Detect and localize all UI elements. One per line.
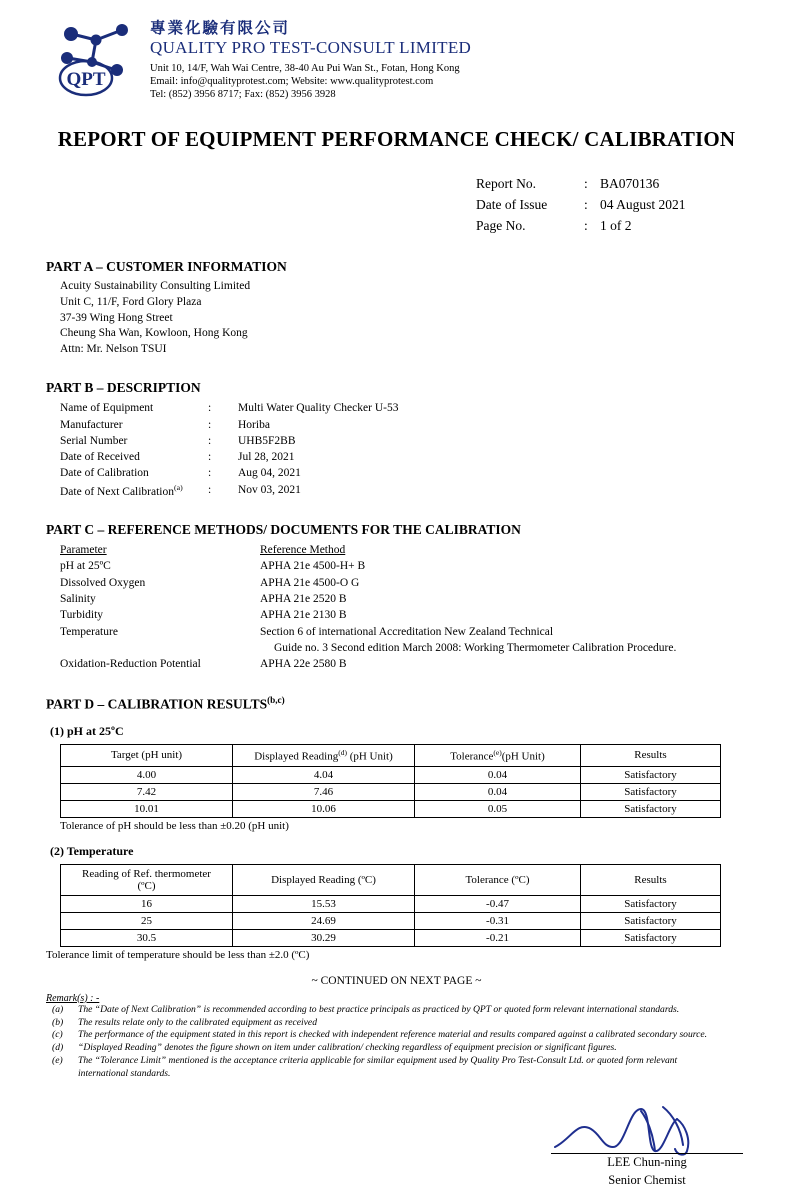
field-label-text: Date of Next Calibration bbox=[60, 485, 175, 498]
page-no-value: 1 of 2 bbox=[600, 217, 632, 233]
method-column-header: Reference Method bbox=[260, 543, 346, 556]
th-tolerance: Tolerance (ºC) bbox=[415, 864, 581, 895]
cell-displayed: 24.69 bbox=[233, 912, 415, 929]
address-line-1: Unit 10, 14/F, Wah Wai Centre, 38-40 Au Pui Wan St., Fotan, Hong Kong bbox=[150, 62, 460, 74]
part-d-heading-text: PART D – CALIBRATION RESULTS bbox=[46, 696, 268, 712]
description-row bbox=[60, 482, 747, 500]
th-results: Results bbox=[581, 864, 721, 895]
svg-text:QPT: QPT bbox=[66, 69, 106, 90]
remark-text-continuation: international standards. bbox=[78, 1067, 171, 1079]
company-identity bbox=[150, 18, 471, 101]
th-displayed-reading: Displayed Reading (ºC) bbox=[233, 864, 415, 895]
field-label bbox=[60, 482, 208, 500]
colon: : bbox=[208, 467, 212, 480]
cell-tolerance: -0.47 bbox=[415, 895, 581, 912]
customer-line: Attn: Mr. Nelson TSUI bbox=[60, 343, 167, 356]
parameter: Oxidation-Reduction Potential bbox=[60, 658, 201, 671]
th-line-2: (ºC) bbox=[137, 879, 156, 892]
th-text-tail: (pH Unit) bbox=[346, 750, 393, 763]
cell-tolerance: -0.21 bbox=[415, 929, 581, 946]
field-value: Multi Water Quality Checker U-53 bbox=[238, 402, 399, 415]
part-a-heading: PART A – CUSTOMER INFORMATION bbox=[46, 258, 287, 274]
colon: : bbox=[584, 217, 588, 233]
ph-results-table bbox=[60, 744, 721, 818]
report-meta bbox=[476, 174, 747, 237]
th-displayed-reading bbox=[233, 745, 415, 767]
temperature-tolerance-note: Tolerance limit of temperature should be less than ±2.0 (ºC) bbox=[46, 948, 310, 961]
th-text-tail: (pH Unit) bbox=[501, 750, 545, 763]
parameter: Salinity bbox=[60, 592, 96, 605]
meta-row bbox=[476, 216, 747, 237]
field-value: Nov 03, 2021 bbox=[238, 483, 301, 496]
remark-item bbox=[46, 1004, 747, 1017]
method: APHA 21e 4500-O G bbox=[260, 576, 360, 589]
remark-mark: (e) bbox=[52, 1055, 63, 1067]
remark-mark: (c) bbox=[52, 1029, 63, 1041]
th-tolerance bbox=[415, 745, 581, 767]
method-continuation: Guide no. 3 Second edition March 2008: Working Thermometer Calibration Procedure. bbox=[274, 641, 677, 654]
cell-target: 10.01 bbox=[61, 800, 233, 817]
reference-row bbox=[60, 591, 747, 607]
method: APHA 21e 4500-H+ B bbox=[260, 560, 366, 573]
description-row bbox=[60, 417, 747, 433]
meta-row bbox=[476, 174, 747, 195]
cell-result: Satisfactory bbox=[581, 783, 721, 800]
remark-mark: (b) bbox=[52, 1016, 64, 1028]
equipment-description bbox=[46, 400, 747, 500]
letterhead bbox=[46, 18, 747, 101]
part-c-heading: PART C – REFERENCE METHODS/ DOCUMENTS FOR THE CALIBRATION bbox=[46, 521, 521, 537]
colon: : bbox=[208, 402, 212, 415]
parameter: pH at 25ºC bbox=[60, 560, 111, 573]
cell-displayed: 7.46 bbox=[233, 783, 415, 800]
cell-result: Satisfactory bbox=[581, 929, 721, 946]
remark-mark: (a) bbox=[52, 1003, 64, 1015]
cell-displayed: 10.06 bbox=[233, 800, 415, 817]
field-value: UHB5F2BB bbox=[238, 434, 296, 447]
remark-mark: (d) bbox=[52, 1042, 64, 1054]
remark-text: The “Date of Next Calibration” is recommended according to best practice principals as practiced by QPT or quoted form relevant international standards. bbox=[78, 1003, 680, 1015]
cell-tolerance: 0.04 bbox=[415, 783, 581, 800]
customer-line: Acuity Sustainability Consulting Limited bbox=[60, 279, 251, 292]
footnote-ref: (d) bbox=[338, 748, 347, 758]
table-row bbox=[61, 783, 721, 800]
part-d-heading bbox=[46, 695, 747, 713]
description-row bbox=[60, 449, 747, 465]
footnote-ref: (a) bbox=[174, 482, 183, 492]
method: APHA 21e 2130 B bbox=[260, 609, 347, 622]
colon: : bbox=[584, 197, 588, 213]
signature-block bbox=[46, 1105, 747, 1191]
part-b-heading: PART B – DESCRIPTION bbox=[46, 380, 201, 396]
method: APHA 21e 2520 B bbox=[260, 592, 347, 605]
company-name-chinese: 專業化驗有限公司 bbox=[150, 19, 291, 37]
table-row bbox=[61, 929, 721, 946]
field-label: Date of Calibration bbox=[60, 467, 149, 480]
remarks-title: Remark(s) : - bbox=[46, 992, 100, 1004]
field-label: Serial Number bbox=[60, 434, 128, 447]
field-value: Horiba bbox=[238, 418, 270, 431]
company-logo bbox=[52, 18, 140, 96]
th-ref-thermometer bbox=[61, 864, 233, 895]
remark-item bbox=[46, 1055, 747, 1068]
remark-text: “Displayed Reading” denotes the figure shown on item under calibration/ checking regardless of equipment precision or significant figures. bbox=[78, 1042, 617, 1054]
signature-mark bbox=[551, 1099, 751, 1161]
parameter-column-header: Parameter bbox=[60, 543, 107, 556]
reference-row bbox=[60, 558, 747, 574]
company-address bbox=[150, 62, 471, 101]
field-label: Manufacturer bbox=[60, 418, 123, 431]
colon: : bbox=[208, 451, 212, 464]
temperature-results-table bbox=[60, 864, 721, 947]
cell-target: 7.42 bbox=[61, 783, 233, 800]
cell-reference: 16 bbox=[61, 895, 233, 912]
address-line-3: Tel: (852) 3956 8717; Fax: (852) 3956 3928 bbox=[150, 88, 336, 100]
th-text: Displayed Reading bbox=[254, 750, 339, 763]
continued-notice: ~ CONTINUED ON NEXT PAGE ~ bbox=[311, 974, 482, 987]
table-row bbox=[61, 800, 721, 817]
address-line-2: Email: info@qualityprotest.com; Website: www.qualityprotest.com bbox=[150, 75, 434, 87]
date-of-issue-value: 04 August 2021 bbox=[600, 197, 686, 213]
table-header-row bbox=[61, 745, 721, 767]
customer-line: 37-39 Wing Hong Street bbox=[60, 311, 173, 324]
reference-row bbox=[60, 575, 747, 591]
company-name-english: QUALITY PRO TEST-CONSULT LIMITED bbox=[150, 38, 472, 58]
th-line-1: Reading of Ref. thermometer bbox=[82, 867, 211, 880]
date-of-issue-label: Date of Issue bbox=[476, 197, 548, 213]
parameter: Dissolved Oxygen bbox=[60, 576, 146, 589]
field-label: Date of Received bbox=[60, 451, 140, 464]
colon: : bbox=[208, 418, 212, 431]
meta-row bbox=[476, 195, 747, 216]
cell-result: Satisfactory bbox=[581, 895, 721, 912]
cell-result: Satisfactory bbox=[581, 912, 721, 929]
cell-target: 4.00 bbox=[61, 766, 233, 783]
parameter: Temperature bbox=[60, 625, 118, 638]
signatory-name: LEE Chun-ning bbox=[607, 1154, 687, 1169]
cell-tolerance: 0.04 bbox=[415, 766, 581, 783]
remark-text: The performance of the equipment stated in this report is checked with independent reference material and results compared against a calibrated secondary source. bbox=[78, 1029, 708, 1041]
colon: : bbox=[208, 483, 212, 496]
footnote-ref: (e) bbox=[493, 748, 502, 758]
cell-reference: 30.5 bbox=[61, 929, 233, 946]
reference-row bbox=[60, 607, 747, 623]
cell-result: Satisfactory bbox=[581, 800, 721, 817]
cell-reference: 25 bbox=[61, 912, 233, 929]
reference-row bbox=[60, 656, 747, 672]
colon: : bbox=[584, 176, 588, 192]
cell-tolerance: 0.05 bbox=[415, 800, 581, 817]
customer-line: Cheung Sha Wan, Kowloon, Hong Kong bbox=[60, 327, 248, 340]
table-row bbox=[61, 912, 721, 929]
remarks-section bbox=[46, 993, 747, 1079]
signatory-title: Senior Chemist bbox=[608, 1172, 686, 1187]
signature-line bbox=[551, 1153, 743, 1154]
report-no-label: Report No. bbox=[476, 176, 536, 192]
table-header-row bbox=[61, 864, 721, 895]
method: Section 6 of international Accreditation New Zealand Technical bbox=[260, 625, 554, 638]
table-row bbox=[61, 895, 721, 912]
ph-table-caption: (1) pH at 25ºC bbox=[50, 724, 124, 739]
cell-displayed: 15.53 bbox=[233, 895, 415, 912]
cell-result: Satisfactory bbox=[581, 766, 721, 783]
page-no-label: Page No. bbox=[476, 217, 526, 233]
reference-header-row bbox=[60, 542, 747, 558]
field-value: Jul 28, 2021 bbox=[238, 451, 295, 464]
remark-text: The results relate only to the calibrated equipment as received bbox=[78, 1016, 317, 1028]
parameter: Turbidity bbox=[60, 609, 104, 622]
footnote-ref: (b,c) bbox=[267, 694, 285, 705]
ph-tolerance-note: Tolerance of pH should be less than ±0.20 (pH unit) bbox=[60, 819, 289, 832]
description-row bbox=[60, 465, 747, 481]
table-row bbox=[61, 766, 721, 783]
report-no-value: BA070136 bbox=[600, 176, 660, 192]
remark-item bbox=[46, 1042, 747, 1055]
field-label: Name of Equipment bbox=[60, 402, 154, 415]
description-row bbox=[60, 400, 747, 416]
th-results: Results bbox=[581, 745, 721, 767]
cell-displayed: 4.04 bbox=[233, 766, 415, 783]
remark-text: The “Tolerance Limit” mentioned is the acceptance criteria applicable for similar equipment used by Quality Pro Test-Consult Ltd. or quoted form relevant bbox=[78, 1055, 678, 1067]
th-target: Target (pH unit) bbox=[61, 745, 233, 767]
customer-line: Unit C, 11/F, Ford Glory Plaza bbox=[60, 295, 202, 308]
remark-item bbox=[46, 1029, 747, 1042]
document-title: REPORT OF EQUIPMENT PERFORMANCE CHECK/ CALIBRATION bbox=[57, 127, 736, 152]
temperature-table-caption: (2) Temperature bbox=[50, 843, 134, 858]
colon: : bbox=[208, 434, 212, 447]
reference-row bbox=[60, 624, 747, 640]
cell-tolerance: -0.31 bbox=[415, 912, 581, 929]
reference-methods bbox=[46, 542, 747, 673]
description-row bbox=[60, 433, 747, 449]
th-text: Tolerance bbox=[450, 750, 494, 763]
customer-information bbox=[46, 279, 747, 358]
cell-displayed: 30.29 bbox=[233, 929, 415, 946]
field-value: Aug 04, 2021 bbox=[238, 467, 301, 480]
method: APHA 22e 2580 B bbox=[260, 658, 347, 671]
remark-item bbox=[46, 1017, 747, 1030]
